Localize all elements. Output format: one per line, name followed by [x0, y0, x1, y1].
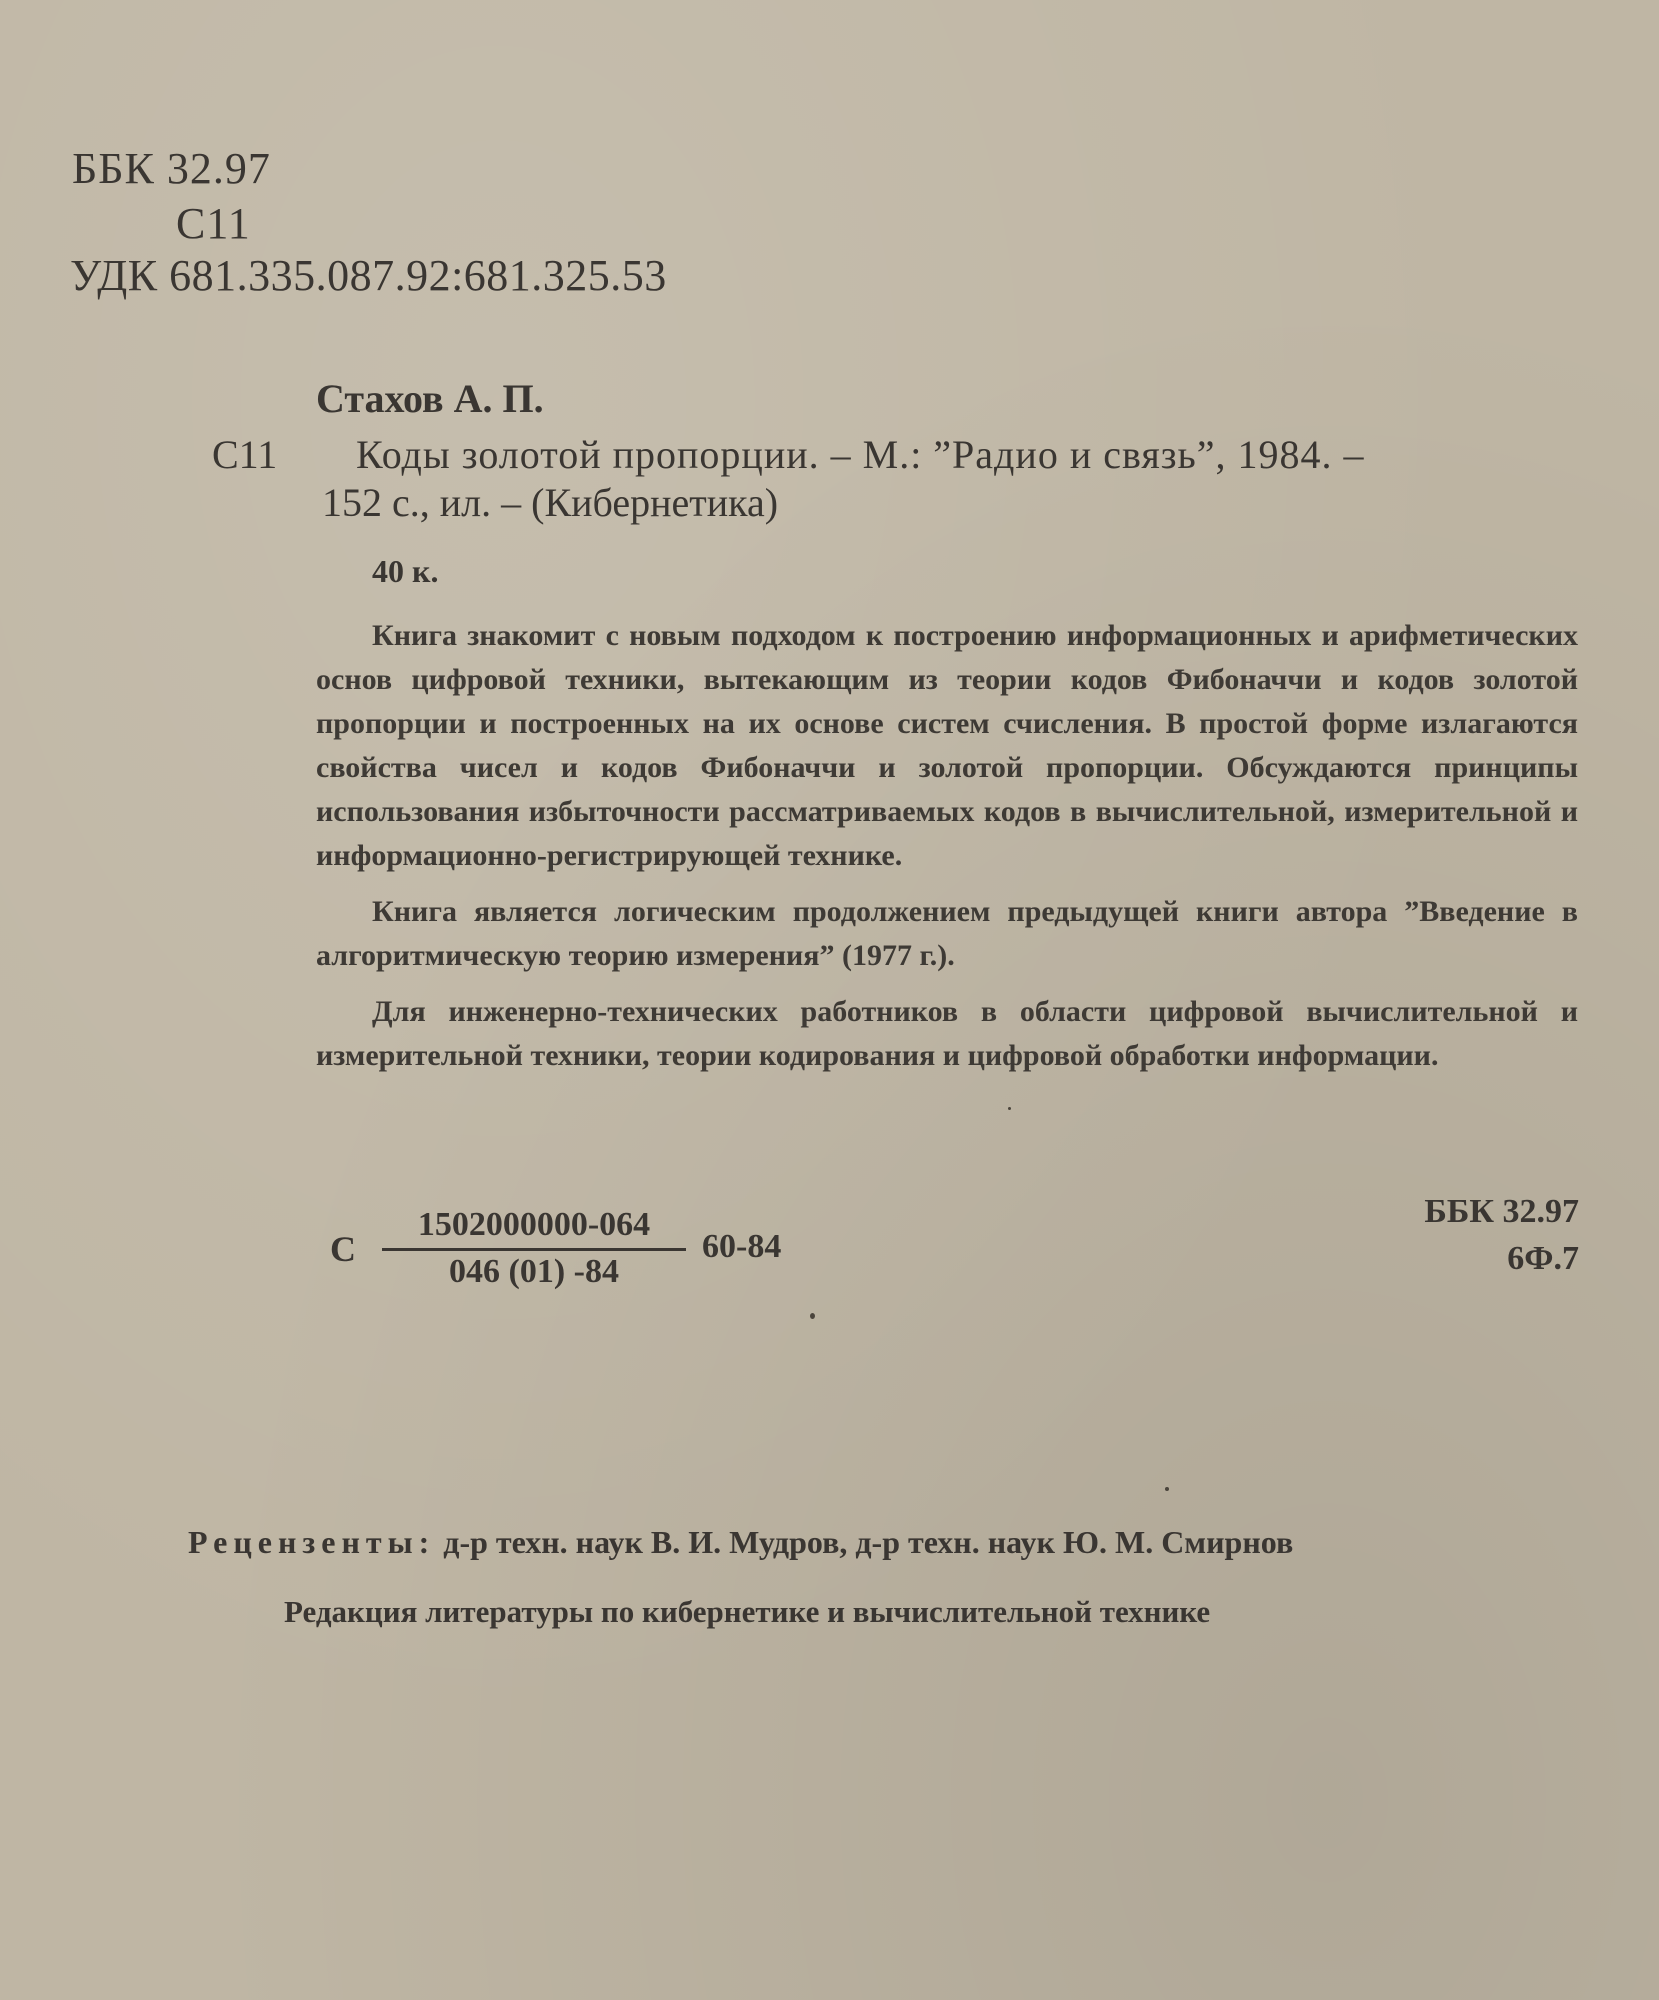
reviewers-label: Рецензенты: — [188, 1524, 436, 1560]
price: 40 к. — [372, 553, 439, 589]
annotation — [316, 614, 1578, 1078]
paper-speck — [810, 1313, 815, 1319]
annotation-paragraph: Книга знакомит с новым подходом к построению информационных и арифметических основ цифровой техники, вытекающим из теории кодов Фибоначчи и кодов золотой пропорции и построенных на их основе систем счисления. В простой форме излагаются свойства чисел и кодов Фибоначчи и золотой пропорции. Обсуждаются принципы использования избыточности рассматриваемых кодов в вычислительной, измерительной и информационно-регистрирующей технике. — [316, 619, 1578, 872]
fraction-numerator: 1502000000-064 — [417, 1206, 651, 1243]
index-letter: С — [330, 1229, 356, 1269]
paper-speck — [1165, 1487, 1169, 1491]
editorial-office: Редакция литературы по кибернетике и вычислительной технике — [284, 1594, 1211, 1629]
reviewers-names: д-р техн. наук В. И. Мудров, д-р техн. наук Ю. М. Смирнов — [443, 1524, 1294, 1560]
bbk-code: ББК 32.97 — [72, 144, 271, 193]
entry-author-mark: С11 — [212, 432, 278, 477]
publication-index-fraction — [382, 1206, 686, 1291]
reviewers-line — [188, 1524, 1293, 1561]
annotation-paragraph: Для инженерно-технических работников в области цифровой вычислительной и измерительной техники, теории кодирования и цифровой обработки информации. — [316, 995, 1578, 1072]
annotation-paragraph: Книга является логическим продолжением предыдущей книги автора ”Введение в алгоритмическую теорию измерения” (1977 г.). — [316, 895, 1578, 972]
fraction-denominator: 046 (01) -84 — [449, 1253, 619, 1290]
classification-code: 6Ф.7 — [1507, 1240, 1579, 1277]
author-name: Стахов А. П. — [316, 376, 544, 421]
bbk-code-bottom: ББК 32.97 — [1424, 1193, 1579, 1230]
paper-speck — [1008, 1107, 1011, 1110]
udk-code: УДК 681.335.087.92:681.325.53 — [70, 251, 667, 300]
bibliographic-extent-line: 152 с., ил. – (Кибернетика) — [322, 480, 779, 525]
author-mark: С11 — [176, 199, 251, 248]
bibliographic-title-line: Коды золотой пропорции. – М.: ”Радио и связь”, 1984. – — [356, 432, 1365, 477]
index-suffix: 60-84 — [702, 1228, 782, 1265]
